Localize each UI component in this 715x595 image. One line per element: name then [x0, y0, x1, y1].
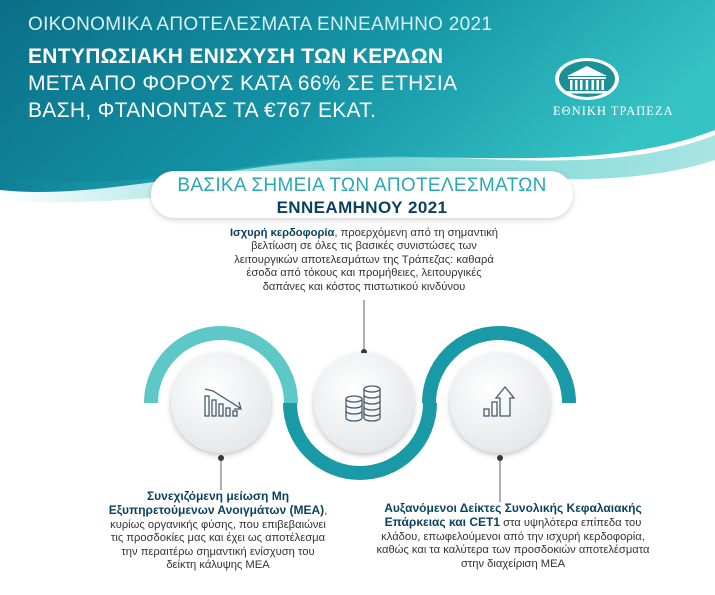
npe-circle	[171, 353, 271, 453]
connector-right-dot	[497, 455, 503, 461]
capital-body: στα υψηλότερα επίπεδα του κλάδου, επωφελούμενοι από την ισχυρή κερδοφορία, καθώς και τα καλύτερα των προσδοκιών αποτελέσματα στην διαχείριση ΜΕΑ	[376, 517, 650, 570]
profitability-heading: Ισχυρή κερδοφορία	[229, 227, 335, 239]
profitability-body: , προερχόμενη από τη σημαντική βελτίωση σε όλες τις βασικές συνιστώσες των λειτουργικών αποτελεσμάτων της Τράπεζας: καθαρά έσοδα από τόκους και προμήθειες, λειτουργικές δαπάνες και κόστος πιστωτικού κινδύνου	[234, 227, 499, 293]
capital-text	[374, 502, 652, 571]
connector-left-dot	[218, 455, 224, 461]
npe-body: , κυρίως οργανικής φύσης, που επιβεβαιώνει τις προσδοκίες μας και έχει ως αποτέλεσμα την περαιτέρω σημαντική ενίσχυση του δείκτη κάλυψης ΜΕΑ	[110, 505, 328, 572]
bank-name: ΕΘΝΙΚΗ ΤΡΑΠΕΖΑ	[553, 104, 674, 118]
npe-text	[107, 490, 329, 572]
section-title-line2: ΕΝΝΕΑΜΗΝΟΥ 2021	[276, 198, 448, 217]
section-title-line1: ΒΑΣΙΚΑ ΣΗΜΕΙΑ ΤΩΝ ΑΠΟΤΕΛΕΣΜΑΤΩΝ	[177, 175, 547, 196]
header-kicker: ΟΙΚΟΝΟΜΙΚΑ ΑΠΟΤΕΛΕΣΜΑΤΑ ΕΝΝΕΑΜΗΝΟ 2021	[28, 14, 493, 35]
npe-heading: Συνεχιζόμενη μείωση Μη Εξυπηρετούμενων Ανοιγμάτων (ΜΕΑ)	[108, 489, 325, 518]
header-subline-1: ΜΕΤΑ ΑΠΟ ΦΟΡΟΥΣ ΚΑΤΑ 66% ΣΕ ΕΤΗΣΙΑ	[28, 72, 458, 95]
header-subline-2: ΒΑΣΗ, ΦΤΑΝΟΝΤΑΣ ΤΑ €767 ΕΚΑΤ.	[28, 99, 377, 122]
capital-heading: Αυξανόμενοι Δείκτες Συνολικής Κεφαλαιακής Επάρκειας και CET1	[384, 501, 642, 530]
header-headline: ΕΝΤΥΠΩΣΙΑΚΗ ΕΝΙΣΧΥΣΗ ΤΩΝ ΚΕΡΔΩΝ	[28, 45, 444, 68]
